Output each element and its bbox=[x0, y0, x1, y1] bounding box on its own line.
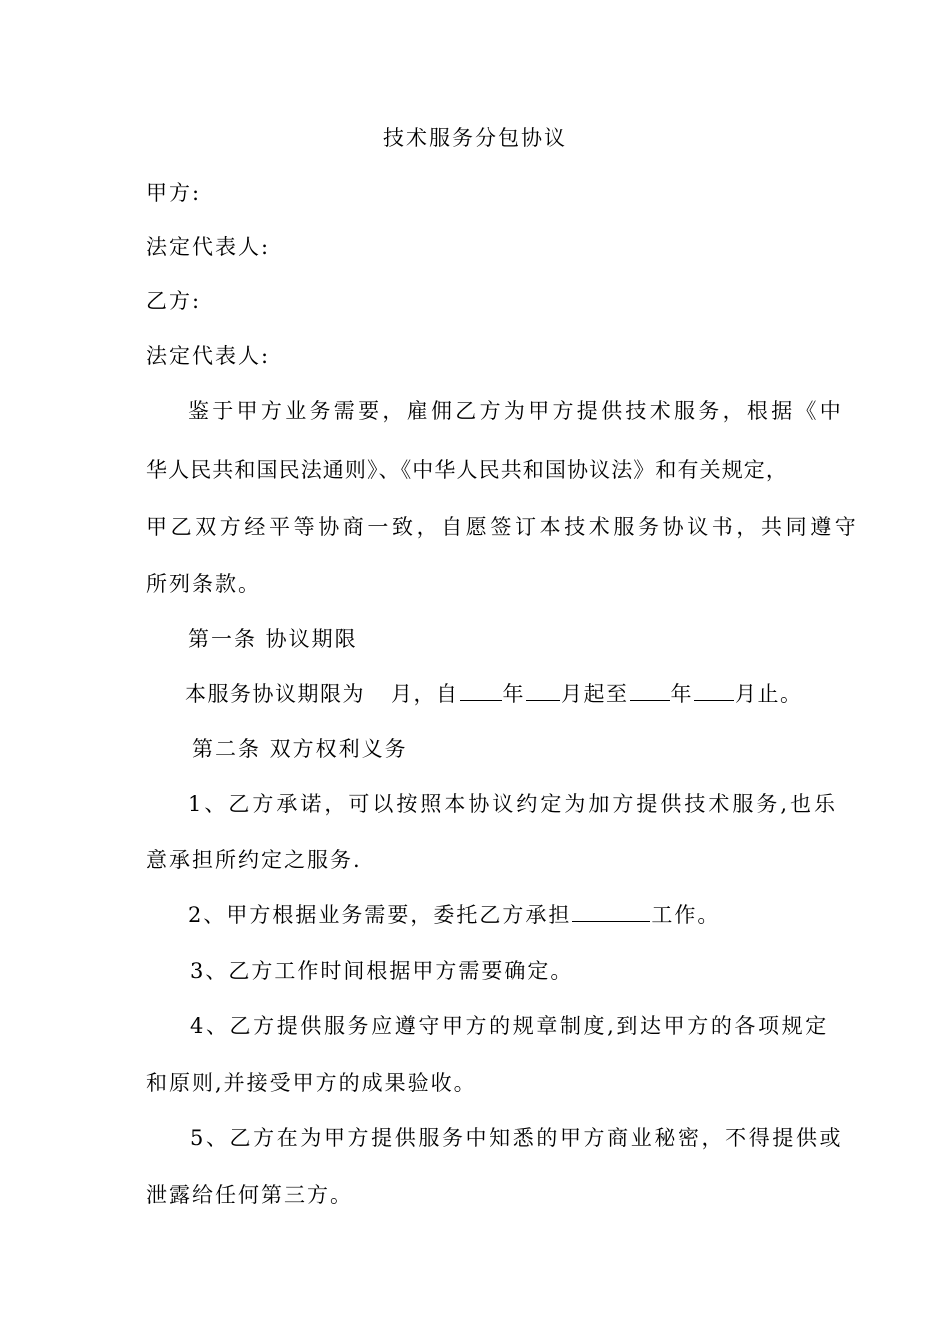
term-text-part-4: 月起至 bbox=[561, 682, 629, 706]
item-4-line-1: 4、乙方提供服务应遵守甲方的规章制度,到达甲方的各项规定 bbox=[190, 1014, 829, 1038]
article-2-heading: 第二条 双方权利义务 bbox=[192, 737, 408, 761]
article-1-term-text bbox=[185, 680, 803, 708]
party-a-label: 甲方: bbox=[146, 181, 202, 205]
item-4-line-2: 和原则,并接受甲方的成果验收。 bbox=[146, 1071, 477, 1095]
start-month-blank bbox=[526, 680, 560, 701]
work-scope-blank bbox=[572, 901, 650, 922]
item-1-line-1: 1、乙方承诺，可以按照本协议约定为加方提供技术服务,也乐 bbox=[188, 792, 839, 816]
item-3-text: 3、乙方工作时间根据甲方需要确定。 bbox=[190, 959, 574, 983]
start-year-blank bbox=[460, 680, 502, 701]
term-text-part-1: 本服务协议期限为 bbox=[185, 682, 365, 706]
item-2-before: 2、甲方根据业务需要，委托乙方承担 bbox=[188, 903, 572, 927]
article-1-heading: 第一条 协议期限 bbox=[188, 627, 358, 651]
term-text-part-2: 月，自 bbox=[391, 682, 459, 706]
party-a-representative-label: 法定代表人: bbox=[146, 235, 271, 259]
item-2-text bbox=[188, 901, 720, 929]
item-5-line-1: 5、乙方在为甲方提供服务中知悉的甲方商业秘密，不得提供或 bbox=[190, 1126, 844, 1150]
item-2-after: 工作。 bbox=[651, 903, 721, 927]
end-year-blank bbox=[630, 680, 670, 701]
item-5-line-2: 泄露给任何第三方。 bbox=[146, 1183, 353, 1207]
term-text-part-3: 年 bbox=[502, 682, 525, 706]
preamble-line-1: 鉴于甲方业务需要，雇佣乙方为甲方提供技术服务，根据《中 bbox=[188, 399, 845, 423]
term-text-part-6: 月止。 bbox=[735, 682, 803, 706]
end-month-blank bbox=[694, 680, 734, 701]
document-title: 技术服务分包协议 bbox=[383, 126, 567, 150]
party-b-representative-label: 法定代表人: bbox=[146, 344, 271, 368]
term-months-blank bbox=[366, 681, 390, 701]
item-1-line-2: 意承担所约定之服务. bbox=[146, 848, 362, 872]
preamble-line-2: 华人民共和国民法通则》、《中华人民共和国协议法》和有关规定， bbox=[146, 458, 788, 482]
term-text-part-5: 年 bbox=[670, 682, 693, 706]
preamble-line-3: 甲乙双方经平等协商一致，自愿签订本技术服务协议书，共同遵守 bbox=[146, 515, 860, 539]
party-b-label: 乙方: bbox=[146, 289, 202, 313]
preamble-line-4: 所列条款。 bbox=[146, 572, 261, 596]
